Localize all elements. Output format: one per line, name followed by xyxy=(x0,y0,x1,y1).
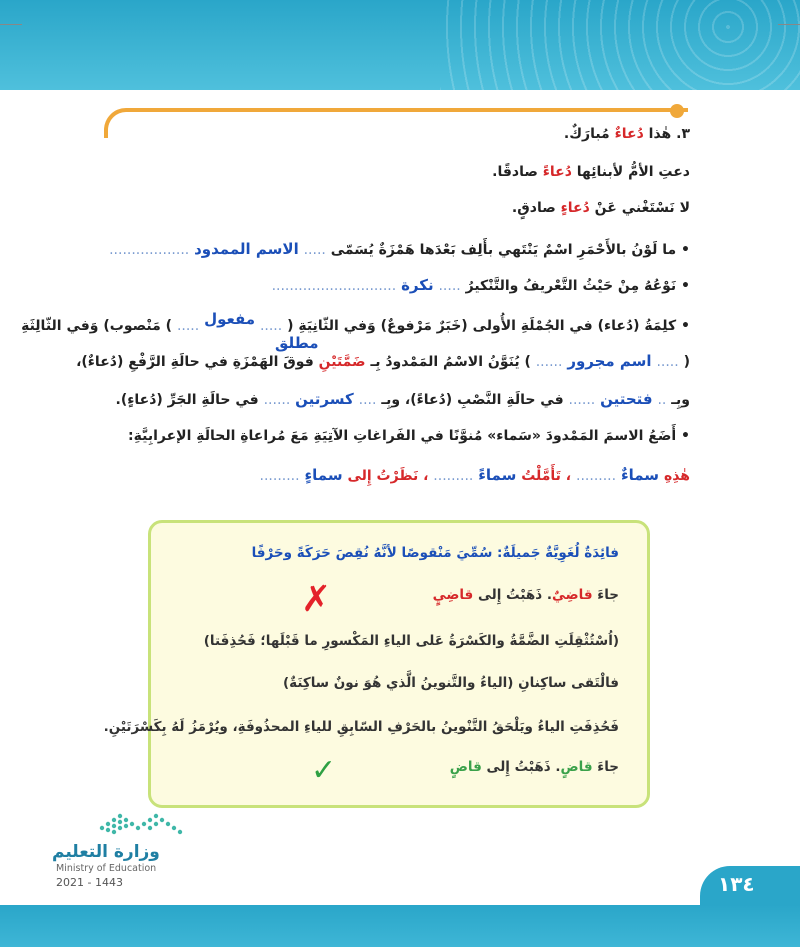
answer-q4-1: سماءٌ xyxy=(620,466,660,484)
answer-q3c: فتحتين xyxy=(600,390,653,408)
top-header-band xyxy=(0,0,800,90)
answer-q1: الاسم الممدود xyxy=(194,240,299,258)
example-sentence-1: دعتِ الأمُّ لأبنائِها دُعاءً صادقًا. xyxy=(492,164,690,180)
tip-title: فائِدَةٌ لُغَوِيَّةٌ جَميلَةٌ: سُمِّيَ مَنْقوصًا لأنَّهُ نُقِصَ حَرَكَةً وحَرْفًا xyxy=(251,545,619,561)
answer-q3d: كسرتين xyxy=(295,390,354,408)
question-3-line-2: ( ..... اسم مجرور ...... ) يُنَوَّنُ الاسْمُ المَمْدودُ بِـ ضَمَّتَيْنِ فوقَ الهَمْزَةِ في حالَةِ الرَّفْعِ (دُعاءٌ)، xyxy=(76,352,690,370)
answer-q3a-continued: مطلق xyxy=(275,334,319,352)
example-sentence-2: لا نَسْتَغْني عَنْ دُعاءٍ صادقٍ. xyxy=(511,200,690,216)
tip-line-4: فَحُذِفَتِ الياءُ ويَلْحَقُ التَّنْوينُ بالحَرْفِ السّابِقِ للياءِ المحذُوفَةِ، ويُرْمَزُ لَهُ بِكَسْرَتَيْنِ. xyxy=(103,719,619,735)
answer-q3a: مفعول xyxy=(204,310,256,328)
language-tip-box xyxy=(103,520,650,808)
question-3-line-1: • كلِمَةُ (دُعاء) في الجُمْلَةِ الأُولى (خَبَرٌ مَرْفوعٌ) وَفي الثّانِيَةِ ( ..... مفعول ..... ) مَنْصوب) وَفي الثّالِثَةِ xyxy=(21,310,690,334)
question-3-line-3: وبِـ .. فتحتين ...... في حالَةِ النَّصْبِ (دُعاءً)، وبِـ .... كسرتين ...... في حالَةِ الجَرِّ (دُعاءٍ). xyxy=(115,390,690,408)
question-2: • نَوْعُهُ مِنْ حَيْثُ التَّعْريفُ والتَّنْكيرُ ..... نكرة ............................ xyxy=(271,276,690,294)
page-number: ١٣٤ xyxy=(718,872,755,896)
tip-line-3: فالْتَقى ساكِنانِ (الياءُ والتَّنوينُ الَّذي هُوَ نونٌ ساكِنَةٌ) xyxy=(282,675,619,691)
header-pattern xyxy=(440,0,800,90)
bottom-footer-band xyxy=(0,905,800,947)
exercise-heading: ٣. هٰذا دُعاءٌ مُبارَكٌ. xyxy=(563,126,690,142)
tip-line-5: جاءَ قاضٍ. ذَهَبْتُ إِلى قاضٍ xyxy=(449,759,619,775)
ministry-logo-icon xyxy=(96,808,186,838)
question-4-items: هٰذِهِ سماءٌ ......... ، تَأَمَّلْتُ سماءً ......... ، نَظَرْتُ إِلى سماءٍ ......... xyxy=(259,466,690,484)
question-4: • أَضَعُ الاسمَ المَمْدودَ «سَماء» مُنوَّنًا في الفَراغاتِ الآتِيَةِ مَعَ مُراعاةِ الحالَةِ الإعرابِيَّةِ: xyxy=(128,428,690,444)
answer-q3b: اسم مجرور xyxy=(567,352,652,370)
section-rule-dot xyxy=(670,104,684,118)
question-1: • ما لَوْنُ بالأَحْمَرِ اسْمٌ يَنْتَهي بأَلِف بَعْدَها هَمْزَةٌ يُسَمّى ..... الاسم الممدود .................. xyxy=(109,240,690,258)
answer-q4-3: سماءٍ xyxy=(304,466,343,484)
check-mark-icon: ✓ xyxy=(311,753,337,788)
ministry-name-arabic: وزارة التعليم xyxy=(52,842,160,862)
answer-q4-2: سماءً xyxy=(478,466,517,484)
ministry-name-english: Ministry of Education xyxy=(56,863,157,874)
answer-q2: نكرة xyxy=(401,276,434,294)
edition-year: 2021 - 1443 xyxy=(56,876,123,889)
tip-line-2: (اُسْتُثْقِلَتِ الضَّمَّةُ والكَسْرَةُ عَلى الياءِ المَكْسورِ ما قَبْلَها؛ فَحُذِفَتا) xyxy=(203,633,619,649)
tip-line-1: جاءَ قاضِيٌ. ذَهَبْتُ إِلى قاضِيٍ xyxy=(432,587,619,603)
crop-mark xyxy=(778,24,800,25)
wrong-x-icon: ✗ xyxy=(301,579,332,620)
crop-mark xyxy=(0,24,22,25)
